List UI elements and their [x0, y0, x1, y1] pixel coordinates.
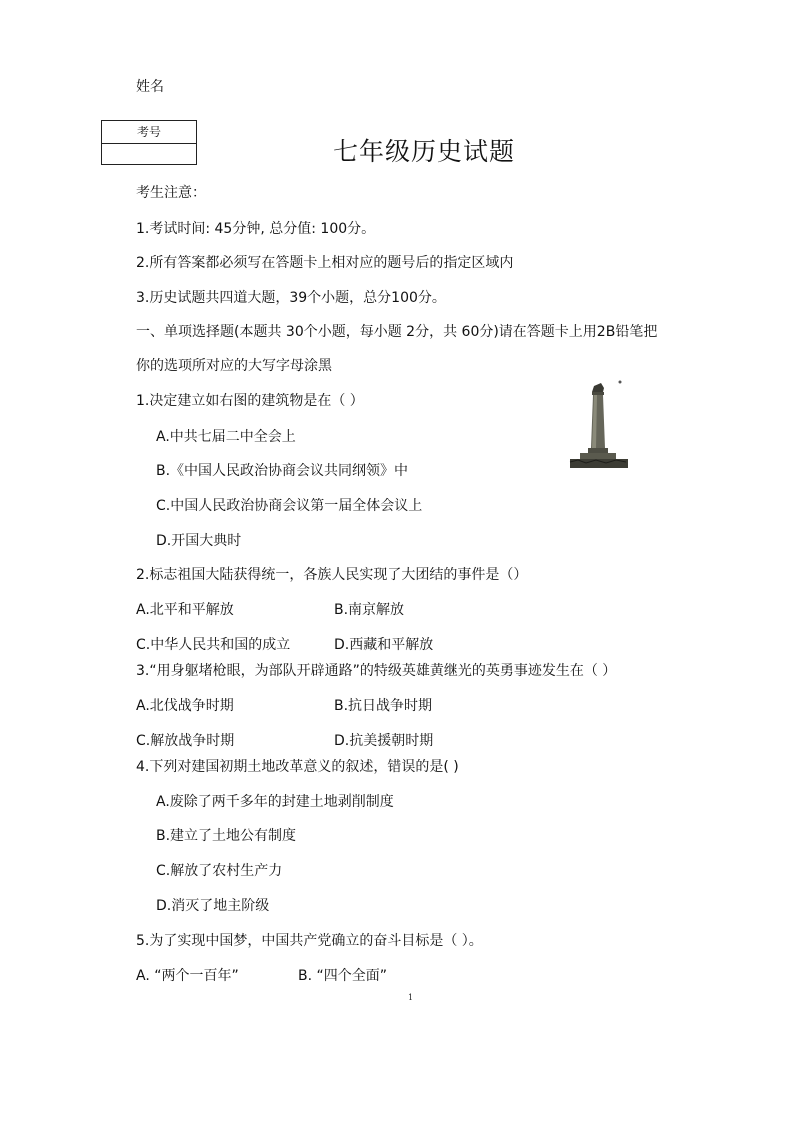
- question-option: B.《中国人民政治协商会议共同纲领》中: [156, 463, 409, 479]
- question-option: A.北伐战争时期: [136, 698, 234, 714]
- question-option: A. “两个一百年”: [136, 968, 239, 984]
- instructions-heading: 考生注意：: [136, 185, 206, 201]
- instruction-item: 2.所有答案都必须写在答题卡上相对应的题号后的指定区域内: [136, 255, 514, 271]
- question-option: C.中国人民政治协商会议第一届全体会议上: [156, 498, 423, 514]
- question-option: D.开国大典时: [156, 533, 242, 549]
- monument-icon: [568, 378, 628, 470]
- page-title: 七年级历史试题: [333, 137, 516, 166]
- question-option: A.中共七届二中全会上: [156, 429, 296, 445]
- question-option: D.抗美援朝时期: [334, 733, 434, 749]
- exam-id-field[interactable]: [102, 144, 196, 165]
- instruction-item: 1.考试时间: 45分钟, 总分值: 100分。: [136, 221, 376, 237]
- instruction-item: 3.历史试题共四道大题，39个小题，总分100分。: [136, 290, 446, 306]
- question-option: B.建立了土地公有制度: [156, 828, 297, 844]
- question-option: D.消灭了地主阶级: [156, 898, 270, 914]
- question-option: C.解放了农村生产力: [156, 863, 283, 879]
- question-stem: 2.标志祖国大陆获得统一，各族人民实现了大团结的事件是（）: [136, 567, 528, 583]
- question-option: C.解放战争时期: [136, 733, 235, 749]
- question-option: B. “四个全面”: [298, 968, 388, 984]
- exam-id-box: [101, 120, 197, 165]
- page-number: 1: [408, 993, 414, 1002]
- name-label: 姓名: [136, 79, 164, 95]
- question-option: A.废除了两千多年的封建土地剥削制度: [156, 794, 394, 810]
- question-stem: 3.“用身躯堵枪眼，为部队开辟通路”的特级英雄黄继光的英勇事迹发生在（ ）: [136, 663, 617, 679]
- section-heading: 一、单项选择题(本题共 30个小题，每小题 2分，共 60分)请在答题卡上用2B铅笔把: [136, 324, 658, 340]
- question-option: C.中华人民共和国的成立: [136, 637, 291, 653]
- section-heading-continued: 你的选项所对应的大写字母涂黑: [136, 358, 332, 374]
- question-option: A.北平和平解放: [136, 602, 234, 618]
- exam-id-label: 考号: [102, 121, 196, 144]
- question-stem: 1.决定建立如右图的建筑物是在（ ）: [136, 393, 364, 409]
- question-option: B.抗日战争时期: [334, 698, 433, 714]
- question-option: B.南京解放: [334, 602, 405, 618]
- question-option: D.西藏和平解放: [334, 637, 434, 653]
- question-stem: 4.下列对建国初期土地改革意义的叙述，错误的是( ): [136, 759, 459, 775]
- question-stem: 5.为了实现中国梦，中国共产党确立的奋斗目标是（ ）。: [136, 933, 483, 949]
